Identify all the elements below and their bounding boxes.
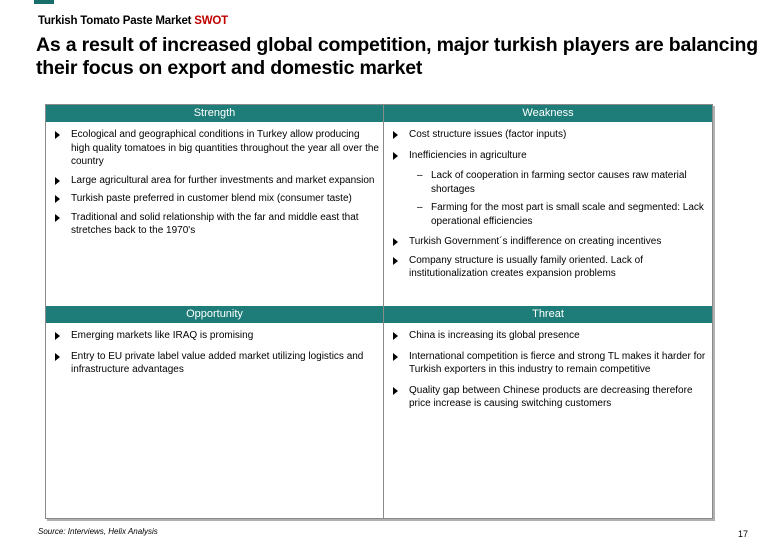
top-accent-line: [34, 0, 54, 4]
arrow-bullet-icon: [55, 177, 60, 185]
strength-item: Traditional and solid relationship with the far and middle east that stretches back to the 1970's: [54, 211, 381, 238]
swot-grid: [45, 104, 713, 519]
arrow-bullet-icon: [393, 257, 398, 265]
opportunity-list: [54, 329, 381, 382]
arrow-bullet-icon: [55, 195, 60, 203]
weakness-item: Turkish Government´s indifference on creating incentives: [392, 235, 708, 249]
threat-item: International competition is fierce and strong TL makes it harder for Turkish exporters in this industry to remain competitive: [392, 350, 708, 377]
arrow-bullet-icon: [393, 238, 398, 246]
subtitle-highlight: SWOT: [194, 15, 228, 27]
weakness-header: Weakness: [384, 105, 712, 122]
weakness-item: Company structure is usually family oriented. Lack of institutionalization creates expansion problems: [392, 254, 708, 281]
threat-header: Threat: [384, 306, 712, 323]
arrow-bullet-icon: [393, 131, 398, 139]
strength-item: Turkish paste preferred in customer blend mix (consumer taste): [54, 192, 381, 206]
weakness-item: Cost structure issues (factor inputs): [392, 128, 708, 142]
page-number: 17: [738, 529, 749, 539]
opportunity-item: Entry to EU private label value added market utilizing logistics and infrastructure advantages: [54, 350, 381, 377]
source-note: Source: Interviews, Helix Analysis: [38, 527, 158, 536]
arrow-bullet-icon: [55, 353, 60, 361]
arrow-bullet-icon: [393, 152, 398, 160]
arrow-bullet-icon: [55, 332, 60, 340]
dash-bullet: –: [417, 170, 423, 181]
weakness-item: Inefficiencies in agriculture: [392, 149, 708, 163]
strength-item: Large agricultural area for further investments and market expansion: [54, 174, 381, 188]
arrow-bullet-icon: [55, 131, 60, 139]
arrow-bullet-icon: [393, 353, 398, 361]
threat-list: [392, 329, 708, 416]
opportunity-item: Emerging markets like IRAQ is promising: [54, 329, 381, 343]
slide-title: As a result of increased global competition, major turkish players are balancing their focus on export and domestic market: [36, 34, 758, 79]
arrow-bullet-icon: [55, 214, 60, 222]
strength-list: [54, 128, 381, 243]
slide-subtitle: [38, 15, 228, 27]
opportunity-header: Opportunity: [46, 306, 383, 323]
threat-item: China is increasing its global presence: [392, 329, 708, 343]
dash-bullet: –: [417, 202, 423, 213]
weakness-list: [392, 128, 708, 286]
arrow-bullet-icon: [393, 332, 398, 340]
strength-header: Strength: [46, 105, 383, 122]
threat-item: Quality gap between Chinese products are decreasing therefore price increase is causing switching customers: [392, 384, 708, 411]
strength-item: Ecological and geographical conditions in Turkey allow producing high quality tomatoes in big quantities throughout the year all over the country: [54, 128, 381, 169]
arrow-bullet-icon: [393, 387, 398, 395]
subtitle-text: Turkish Tomato Paste Market: [38, 15, 195, 27]
weakness-subitem: – Farming for the most part is small scale and segmented: Lack operational efficiencies: [417, 202, 704, 227]
weakness-subitem: – Lack of cooperation in farming sector causes raw material shortages: [417, 170, 687, 195]
